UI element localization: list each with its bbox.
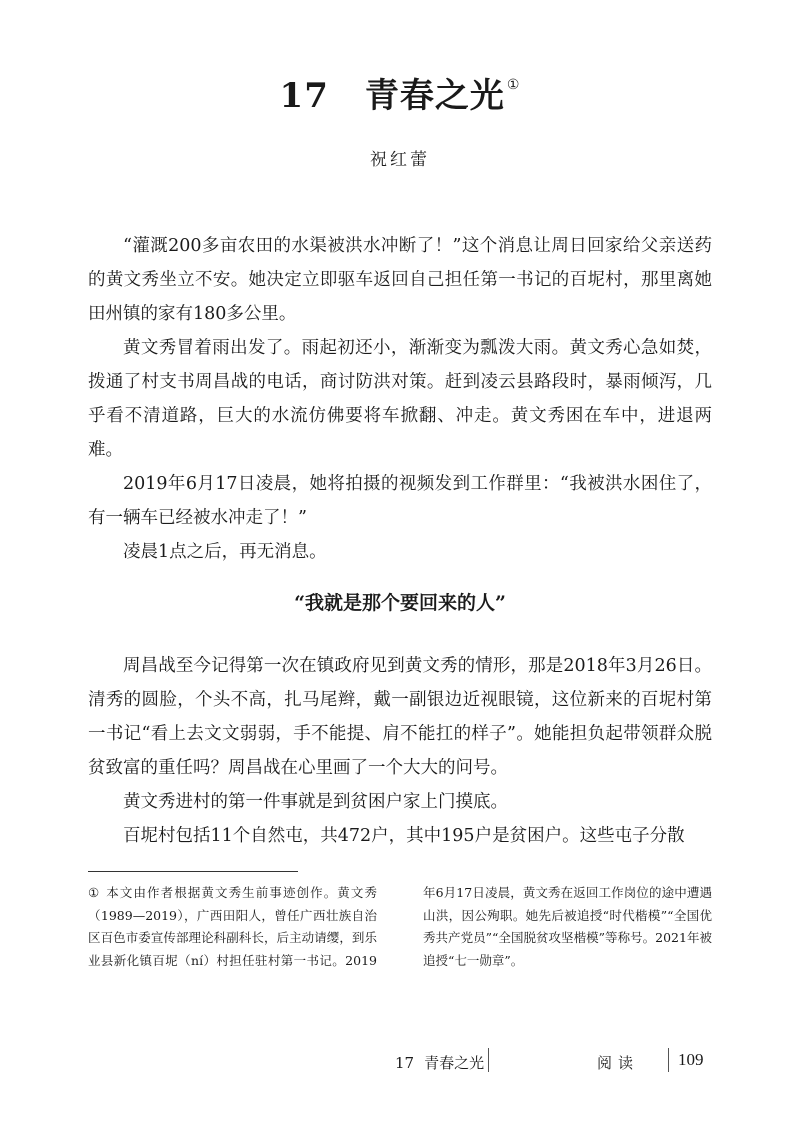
paragraph: 2019年6月17日凌晨，她将拍摄的视频发到工作群里：“我被洪水困住了，有一辆车已经被水冲走了！” — [88, 474, 712, 528]
footnote-text: 本文由作者根据黄文秀生前事迹创作。黄文秀（1989—2019），广西田阳人，曾任广西壮族自治区百色市委宣传部理论科副科长，后主动请缨，到乐业县新化镇百坭（ní）村担任驻村第一书记。2019年6月17日凌晨，黄文秀在返回工作岗位的途中遭遇山洪，因公殉职。她先后被追授“时代楷模”“全国优秀共产党员”“全国脱贫攻坚楷模”等称号。2021年被追授“七一勋章”。 — [88, 885, 712, 968]
footnote — [88, 882, 712, 972]
paragraph: 周昌战至今记得第一次在镇政府见到黄文秀的情形，那是2018年3月26日。清秀的圆脸，个头不高，扎马尾辫，戴一副银边近视眼镜，这位新来的百坭村第一书记“看上去文文弱弱，手不能提、肩不能扛的样子”。她能担负起带领群众脱贫致富的重任吗？周昌战在心里画了一个大大的问号。 — [88, 656, 712, 778]
intro-section — [88, 229, 712, 569]
footer-chapter-title: 青春之光 — [424, 1054, 485, 1072]
footer-chapter-number: 17 — [395, 1054, 415, 1072]
main-section — [88, 649, 712, 853]
chapter-title: 青春之光 — [364, 76, 505, 116]
page-number: 109 — [678, 1050, 704, 1069]
page-title — [0, 68, 800, 117]
footer-separator — [488, 1048, 489, 1072]
chapter-number: 17 — [279, 76, 329, 116]
section-heading: “我就是那个要回来的人” — [294, 592, 506, 614]
paragraph: 黄文秀冒着雨出发了。雨起初还小，渐渐变为瓢泼大雨。黄文秀心急如焚，拨通了村支书周昌战的电话，商讨防洪对策。赶到凌云县路段时，暴雨倾泻，几乎看不清道路，巨大的水流仿佛要将车掀翻、冲走。黄文秀困在车中，进退两难。 — [88, 338, 712, 460]
author-name: 祝红蕾 — [370, 150, 430, 170]
footnote-mark: ① — [88, 885, 101, 900]
footnote-divider — [88, 871, 298, 872]
paragraph: “灌溉200多亩农田的水渠被洪水冲断了！”这个消息让周日回家给父亲送药的黄文秀坐立不安。她决定立即驱车返回自己担任第一书记的百坭村，那里离她田州镇的家有180多公里。 — [88, 236, 712, 324]
footer-separator — [668, 1048, 669, 1072]
footer-chapter — [395, 1052, 484, 1073]
paragraph: 黄文秀进村的第一件事就是到贫困户家上门摸底。 — [123, 792, 508, 812]
paragraph: 百坭村包括11个自然屯，共472户，其中195户是贫困户。这些屯子分散 — [123, 826, 685, 846]
paragraph: 凌晨1点之后，再无消息。 — [123, 542, 327, 562]
footnote-reference: ① — [506, 77, 521, 93]
footer-section-label: 阅读 — [597, 1054, 640, 1072]
page-footer — [0, 1048, 800, 1078]
